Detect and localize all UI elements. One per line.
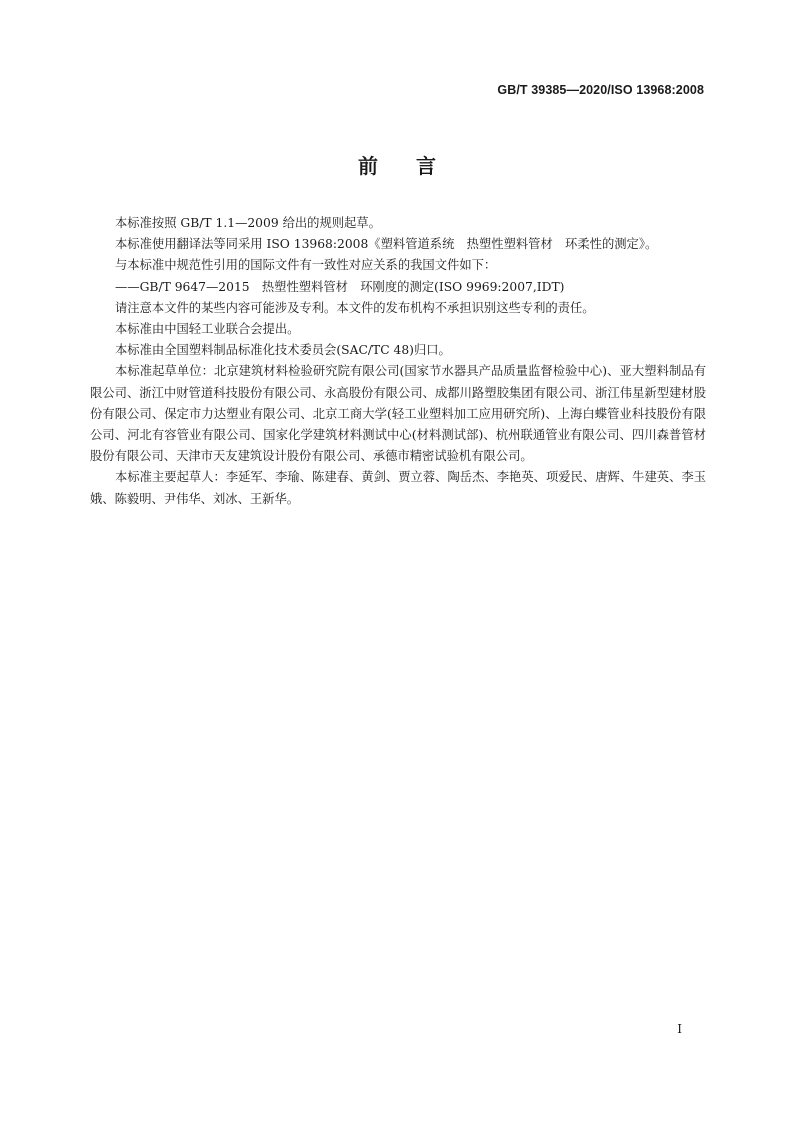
paragraph-patent-notice: 请注意本文件的某些内容可能涉及专利。本文件的发布机构不承担识别这些专利的责任。 (115, 300, 595, 315)
paragraph-adoption: 本标准使用翻译法等同采用 ISO 13968:2008《塑料管道系统 热塑性塑料管材 环柔性的测定》。 (115, 237, 658, 252)
page-title: 前言 (358, 154, 474, 178)
paragraph-normative-references: 与本标准中规范性引用的国际文件有一致性对应关系的我国文件如下： (115, 258, 497, 273)
paragraph-drafting-organizations: 本标准起草单位：北京建筑材料检验研究院有限公司(国家节水器具产品质量监督检验中心)、亚大塑料制品有限公司、浙江中财管道科技股份有限公司、永高股份有限公司、成都川路塑胶集团有限公司、浙江伟星新型建材股份有限公司、保定市力达塑业有限公司、北京工商大学(轻工业塑料加工应用研究所)、上海白蝶管业科技股份有限公司、河北有容管业有限公司、国家化学建筑材料测试中心(材料测试部)、杭州联通管业有限公司、四川森普管材股份有限公司、天津市天友建筑设计股份有限公司、承德市精密试验机有限公司。 (90, 364, 706, 464)
foreword-body (90, 213, 706, 510)
paragraph-reference-item: ——GB/T 9647—2015 热塑性塑料管材 环刚度的测定(ISO 9969:2007,IDT) (115, 279, 565, 294)
standard-number-header: GB/T 39385—2020/ISO 13968:2008 (497, 83, 704, 97)
paragraph-drafting-rules: 本标准按照 GB/T 1.1—2009 给出的规则起草。 (115, 216, 381, 230)
paragraph-proposer: 本标准由中国轻工业联合会提出。 (115, 322, 300, 337)
page-number: I (677, 1022, 682, 1036)
paragraph-technical-committee: 本标准由全国塑料制品标准化技术委员会(SAC/TC 48)归口。 (115, 343, 451, 358)
paragraph-main-drafters: 本标准主要起草人：李延军、李瑜、陈建春、黄剑、贾立蓉、陶岳杰、李艳英、项爱民、唐辉、牛建英、李玉娥、陈毅明、尹伟华、刘冰、王新华。 (90, 470, 706, 506)
